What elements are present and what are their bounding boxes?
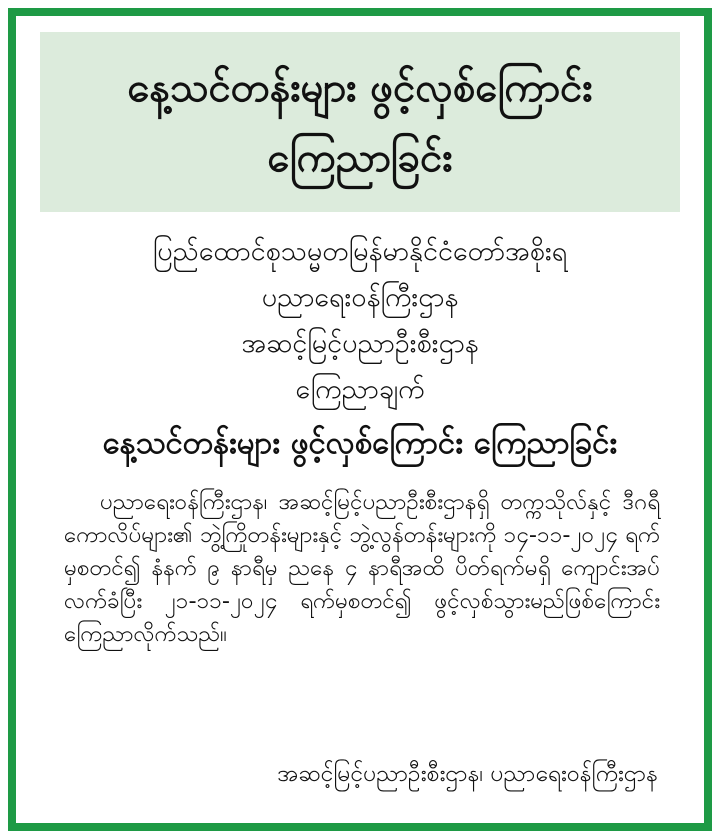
header-banner [40,32,680,212]
announcement-label: ကြေညာချက် [295,374,425,405]
announcement-notice [8,8,712,831]
header-title-line-1: နေ့သင်တန်းများ ဖွင့်လှစ်ကြောင်း [127,65,593,111]
issuer-government: ပြည်ထောင်စုသမ္မတမြန်မာနိုင်ငံတော်အစိုးရ [152,236,568,267]
issuer-ministry: ပညာရေးဝန်ကြီးဌာန [261,282,459,313]
issuer-department: အဆင့်မြင့်ပညာဦးစီးဌာန [241,328,479,359]
notice-signature: အဆင့်မြင့်ပညာဦးစီးဌာန၊ ပညာရေးဝန်ကြီးဌာန [277,761,658,787]
notice-body-paragraph: ပညာရေးဝန်ကြီးဌာန၊ အဆင့်မြင့်ပညာဦးစီးဌာနရှိ တက္ကသိုလ်နှင့် ဒီဂရီကောလိပ်များ၏ ဘွဲ့ကြိုတန်းများနှင့် ဘွဲ့လွန်တန်းများကို ၁၄-၁၁-၂၀၂၄ ရက်မှစတင်၍ နံနက် ၉ နာရီမှ ညနေ ၄ နာရီအထိ ပိတ်ရက်မရှိ ကျောင်းအပ်လက်ခံပြီး ၂၁-၁၁-၂၀၂၄ ရက်မှစတင်၍ ဖွင့်လှစ်သွားမည်ဖြစ်ကြောင်း ကြေညာလိုက်သည်။ [64,489,660,647]
header-title-line-2: ကြေညာခြင်း [267,135,453,181]
notice-subtitle: နေ့သင်တန်းများ ဖွင့်လှစ်ကြောင်း ကြေညာခြင်း [102,425,618,461]
